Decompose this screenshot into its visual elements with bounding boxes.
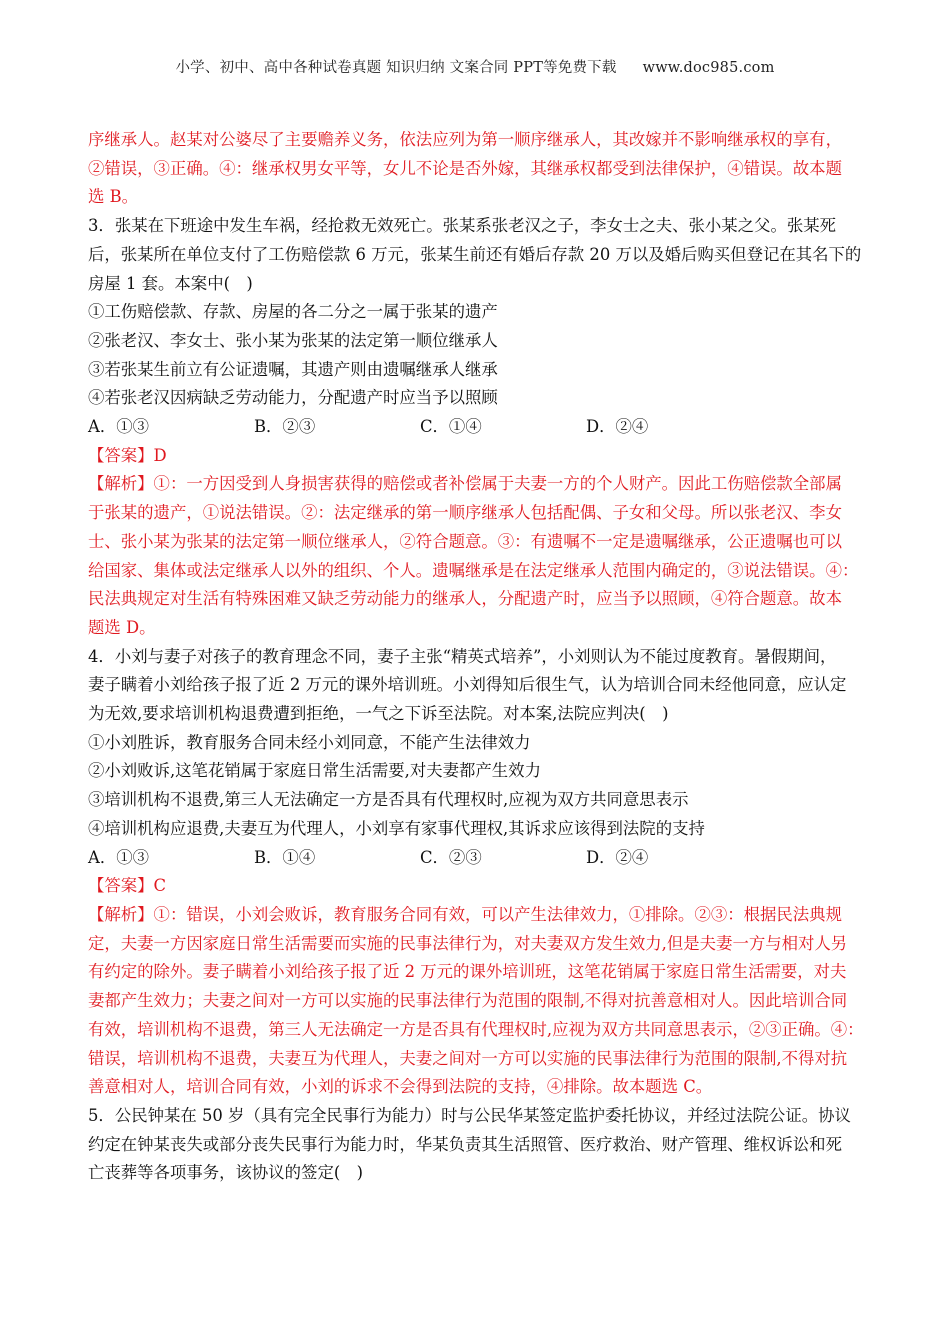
question-item: ②张老汉、李女士、张小某为张某的法定第一顺位继承人	[88, 330, 498, 350]
option-a: A．①③	[88, 417, 150, 437]
analysis-line: 有效，培训机构不退费，第三人无法确定一方是否具有代理权时,应视为双方共同意思表示，②③正确。④：	[88, 1019, 864, 1039]
question-item: ③若张某生前立有公证遗嘱，其遗产则由遗嘱继承人继承	[88, 359, 498, 379]
analysis-line: 民法典规定对生活有特殊困难又缺乏劳动能力的继承人，分配遗产时，应当予以照顾，④符合题意。故本	[88, 589, 842, 609]
analysis	[88, 901, 868, 1102]
header-text: 小学、初中、高中各种试卷真题 知识归纳 文案合同 PPT等免费下载	[175, 60, 617, 76]
question-stem-line: 5．公民钟某在 50 岁（具有完全民事行为能力）时与公民华某签定监护委托协议，并经过法院公证。协议	[88, 1105, 851, 1125]
question-5	[88, 1102, 868, 1188]
analysis-line: 善意相对人，培训合同有效，小刘的诉求不会得到法院的支持，④排除。故本题选 C。	[88, 1077, 713, 1097]
analysis-line: 【解析】①：一方因受到人身损害获得的赔偿或者补偿属于夫妻一方的个人财产。因此工伤赔偿款全部属	[88, 474, 842, 494]
analysis-line: 错误，培训机构不退费，夫妻互为代理人，夫妻之间对一方可以实施的民事法律行为范围的限制,不得对抗	[88, 1048, 848, 1068]
analysis-line: 妻都产生效力；夫妻之间对一方可以实施的民事法律行为范围的限制,不得对抗善意相对人。因此培训合同	[88, 991, 848, 1011]
question-stem-line: 3．张某在下班途中发生车祸，经抢救无效死亡。张某系张老汉之子，李女士之夫、张小某之父。张某死	[88, 216, 837, 236]
text-line: 序继承人。赵某对公婆尽了主要赡养义务，依法应列为第一顺序继承人，其改嫁并不影响继承权的享有，	[88, 130, 842, 149]
option-b: B．①④	[254, 847, 316, 867]
document-body	[88, 126, 868, 1188]
question-item: ②小刘败诉,这笔花销属于家庭日常生活需要,对夫妻都产生效力	[88, 761, 541, 781]
page-header	[0, 56, 950, 77]
option-b: B．②③	[254, 417, 316, 437]
intro-analysis	[88, 126, 868, 212]
text-line: 选 B。	[88, 187, 139, 207]
question-item: ③培训机构不退费,第三人无法确定一方是否具有代理权时,应视为双方共同意思表示	[88, 790, 689, 810]
text-line: ②错误，③正确。④：继承权男女平等，女儿不论是否外嫁，其继承权都受到法律保护，④错误。故本题	[88, 158, 842, 178]
question-stem-line: 妻子瞒着小刘给孩子报了近 2 万元的课外培训班。小刘得知后很生气，认为培训合同未经他同意，应认定	[88, 675, 847, 695]
option-d: D．②④	[586, 847, 649, 867]
question-stem-line: 约定在钟某丧失或部分丧失民事行为能力时，华某负责其生活照管、医疗救治、财产管理、维权诉讼和死	[88, 1134, 842, 1154]
question-3	[88, 212, 868, 643]
answer-options	[88, 844, 868, 873]
question-stem-line: 后，张某所在单位支付了工伤赔偿款 6 万元，张某生前还有婚后存款 20 万以及婚后购买但登记在其名下的	[88, 244, 862, 264]
analysis-line: 于张某的遗产，①说法错误。②：法定继承的第一顺序继承人包括配偶、子女和父母。所以张老汉、李女	[88, 503, 842, 523]
option-c: C．②③	[420, 847, 482, 867]
analysis-line: 给国家、集体或法定继承人以外的组织、个人。遗嘱继承是在法定继承人范围内确定的，③说法错误。④：	[88, 560, 859, 580]
question-item: ①小刘胜诉，教育服务合同未经小刘同意，不能产生法律效力	[88, 732, 531, 752]
option-c: C．①④	[420, 417, 482, 437]
question-stem-line: 房屋 1 套。本案中( )	[88, 273, 253, 293]
question-stem-line: 4．小刘与妻子对孩子的教育理念不同，妻子主张“精英式培养”，小刘则认为不能过度教育。暑假期间，	[88, 646, 837, 666]
question-item: ④培训机构应退费,夫妻互为代理人，小刘享有家事代理权,其诉求应该得到法院的支持	[88, 818, 705, 838]
analysis-line: 【解析】①：错误，小刘会败诉，教育服务合同有效，可以产生法律效力，①排除。②③：根据民法典规	[88, 904, 842, 924]
question-4	[88, 643, 868, 1102]
option-a: A．①③	[88, 847, 150, 867]
answer-key: 【答案】C	[88, 876, 167, 896]
answer-options	[88, 413, 868, 442]
header-site-link[interactable]: www.doc985.com	[642, 60, 775, 76]
analysis	[88, 470, 868, 642]
analysis-line: 题选 D。	[88, 617, 156, 637]
question-stem-line: 亡丧葬等各项事务，该协议的签定( )	[88, 1163, 364, 1183]
question-item: ①工伤赔偿款、存款、房屋的各二分之一属于张某的遗产	[88, 302, 498, 322]
analysis-line: 有约定的除外。妻子瞒着小刘给孩子报了近 2 万元的课外培训班，这笔花销属于家庭日常生活需要，对夫	[88, 962, 847, 982]
question-item: ④若张老汉因病缺乏劳动能力，分配遗产时应当予以照顾	[88, 388, 498, 408]
analysis-line: 定，夫妻一方因家庭日常生活需要而实施的民事法律行为，对夫妻双方发生效力,但是夫妻一方与相对人另	[88, 933, 848, 953]
option-d: D．②④	[586, 417, 649, 437]
answer-key: 【答案】D	[88, 445, 167, 465]
analysis-line: 士、张小某为张某的法定第一顺位继承人，②符合题意。③：有遗嘱不一定是遗嘱继承，公正遗嘱也可以	[88, 531, 842, 551]
question-stem-line: 为无效,要求培训机构退费遭到拒绝，一气之下诉至法院。对本案,法院应判决( )	[88, 704, 669, 724]
